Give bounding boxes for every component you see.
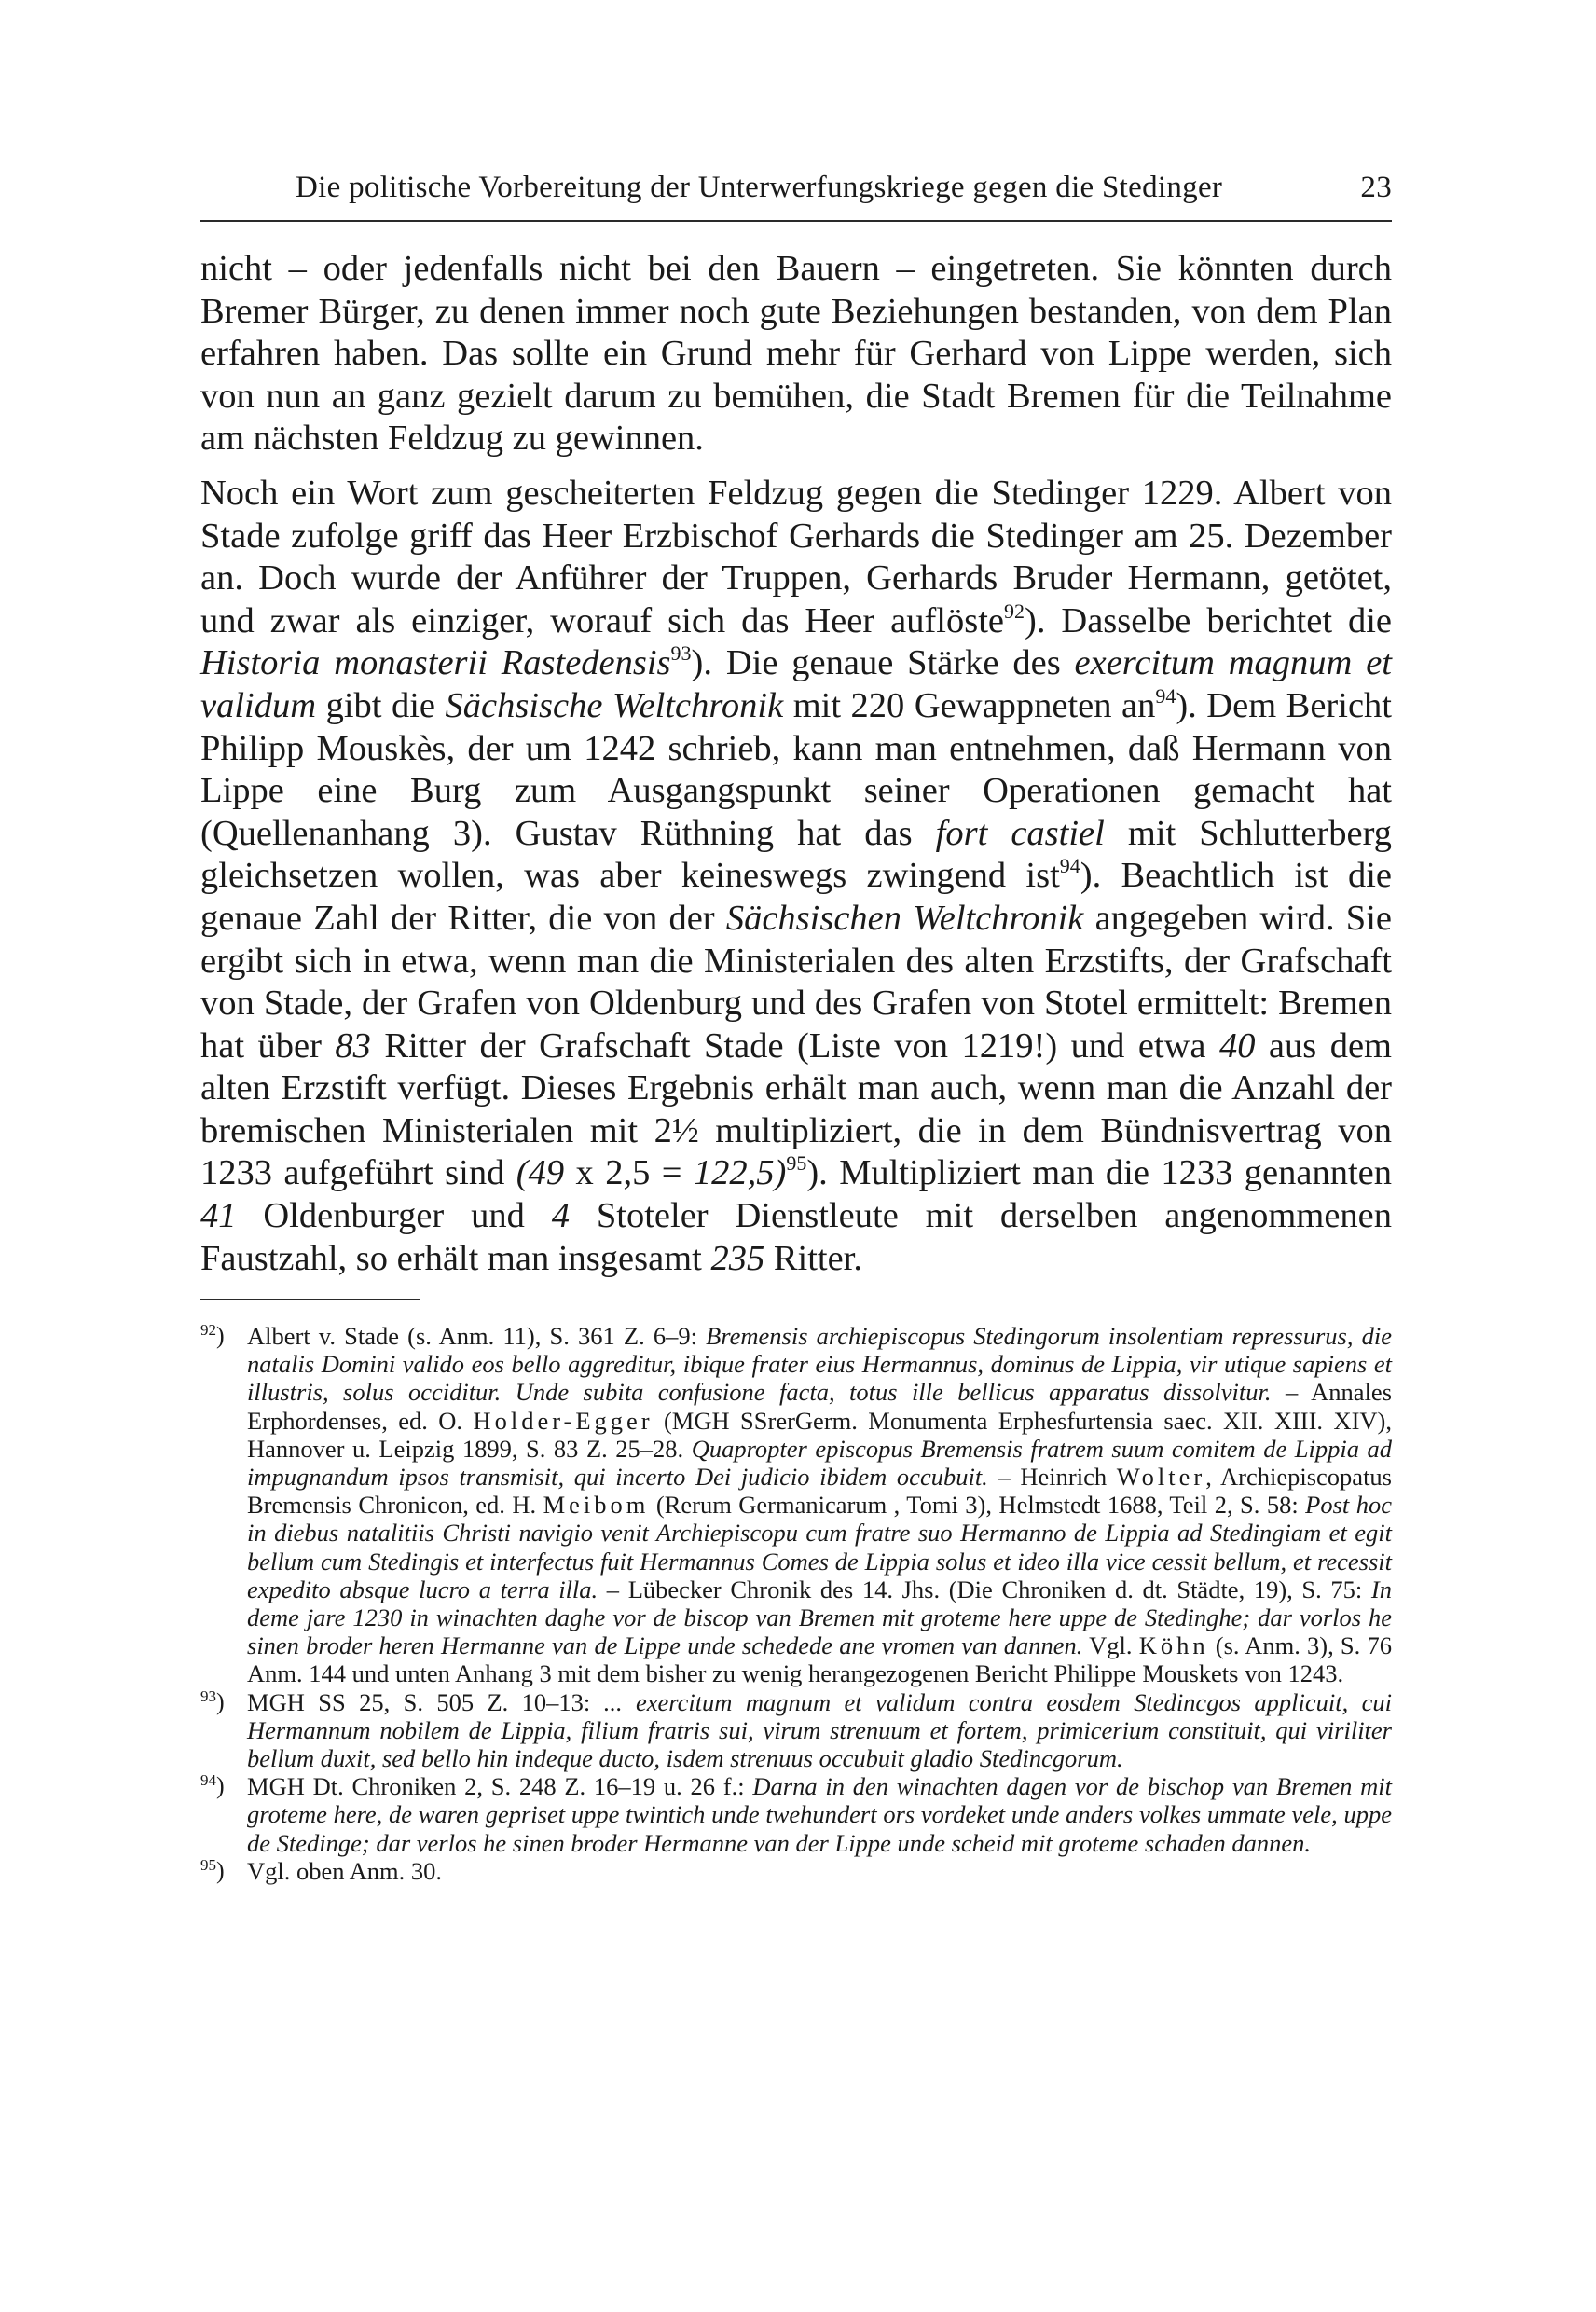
text-run-italic: 41 — [200, 1196, 237, 1236]
text-run: – Lübecker Chronik des 14. Jhs. (Die Chroniken d. dt. Städte, 19), S. 75: — [598, 1575, 1371, 1603]
footnote-93 — [200, 1688, 1392, 1773]
running-header — [296, 171, 1392, 205]
footnote-94 — [200, 1772, 1392, 1857]
footnote-ref-92[interactable]: 92 — [1004, 599, 1025, 623]
text-run: MGH Dt. Chroniken 2, S. 248 Z. 16–19 u. 26 f.: — [247, 1772, 753, 1801]
text-run: mit 220 Gewappneten an — [783, 685, 1156, 725]
text-run-italic: Sächsischen Weltchronik — [725, 898, 1084, 938]
text-run: x 2,5 = — [564, 1153, 694, 1193]
author-name: Wolter — [1116, 1463, 1206, 1492]
footnote-ref-95[interactable]: 95 — [786, 1151, 807, 1176]
footnote-text — [247, 1688, 1392, 1773]
text-run-italic: 235 — [710, 1238, 765, 1278]
text-run-italic: Quapropter episcopus Bremensis fratrem suum comitem de Lippia ad impugnandum ipsos transmisit, qui incerto Dei judicio ibidem occubuit. — [247, 1434, 1392, 1492]
text-run: – Annales Erphordenses, ed. O. — [247, 1378, 1393, 1435]
page-number: 23 — [1360, 171, 1392, 204]
text-run: Vgl. — [1082, 1631, 1139, 1660]
footnote-number: 94 — [200, 1771, 216, 1790]
text-run-italic: fort castiel — [935, 813, 1105, 853]
footnote-number: 95 — [200, 1855, 216, 1874]
author-name: Holder-Egger — [473, 1406, 654, 1435]
footnote-separator — [200, 1299, 420, 1300]
text-run: – Heinrich — [987, 1463, 1117, 1492]
text-run: mit Schlutterberg gleichsetzen wollen, was aber keineswegs zwingend ist — [200, 813, 1392, 896]
text-run: Ritter der Grafschaft Stade (Liste von 1219!) und etwa — [370, 1025, 1219, 1066]
footnote-text — [247, 1772, 1392, 1857]
text-run: ). Die genaue Stärke des — [691, 643, 1075, 683]
footnote-text — [247, 1322, 1392, 1688]
footnote-marker: $^{95}$) — [200, 1855, 225, 1884]
text-run: ). Beachtlich ist die genaue Zahl der Ritter, die von der — [200, 856, 1393, 938]
text-run: ). Dasselbe berichtet die — [1025, 600, 1392, 640]
text-run: Ritter. — [764, 1238, 863, 1278]
text-run: ). Dem Bericht Philipp Mouskès, der um 1242 schrieb, kann man entnehmen, daß Hermann von Lippe eine Burg zum Ausgangspunkt seiner Operationen gemacht hat (Quellenanhang 3). Gustav Rüthning hat das — [200, 685, 1392, 853]
text-run-italic: Sächsische Weltchronik — [445, 685, 784, 725]
footnote-ref-94[interactable]: 94 — [1059, 854, 1080, 878]
text-run: (Rerum Germanicarum , Tomi 3), Helmstedt 1688, Teil 2, S. 58: — [649, 1491, 1306, 1520]
text-run: ). Multipliziert man die 1233 genannten — [806, 1153, 1392, 1193]
header-rule — [200, 220, 1392, 222]
text-run-italic: 83 — [335, 1025, 371, 1066]
text-run-italic: ... exercitum magnum et validum contra eosdem Stedincgos applicuit, cui Hermannum nobilem de Lippia, filium fratris sui, virum strenuum et fortem, primicerium constituit, qui viriliter bellum duxit, sed bello hin indeque ducto, isdem strenuus occubuit gladio Stedincgorum. — [247, 1687, 1392, 1773]
paragraph-2 — [200, 473, 1392, 1280]
text-run: (MGH SSrerGerm. Monumenta Erphesfurtensia saec. XII. XIII. XIV), Hannover u. Leipzig 1899, S. 83 Z. 25–28. — [247, 1406, 1392, 1463]
main-text — [200, 248, 1392, 1280]
text-run: , Archiepiscopatus Bremensis Chronicon, ed. H. — [247, 1463, 1392, 1520]
running-title: Die politische Vorbereitung der Unterwerfungskriege gegen die Stedinger — [296, 171, 1223, 204]
footnote-ref-94[interactable]: 94 — [1155, 683, 1176, 708]
footnote-number: 93 — [200, 1686, 216, 1705]
text-run-italic: (49 — [516, 1153, 565, 1193]
author-name: Meibom — [543, 1491, 650, 1520]
text-run-italic: exercitum magnum et validum — [200, 643, 1392, 725]
footnote-marker: $^{93}$) — [200, 1686, 225, 1715]
text-run: Vgl. oben Anm. 30. — [247, 1856, 443, 1885]
text-run: Oldenburger und — [236, 1196, 552, 1236]
text-run-italic: Post hoc in diebus natalitiis Christi navigio venit Archiepiscopu cum fratre suo Hermanno de Lippia ad Stedingiam et egit bellum cum Stedingis et interfectus fuit Hermannus Comes de Lippia solus et ideo illa vice cessit bellum, et recessit expedito absque lucro a terra illa. — [247, 1491, 1393, 1603]
footnote-marker: $^{94}$) — [200, 1771, 225, 1800]
text-run: Noch ein Wort zum gescheiterten Feldzug gegen die Stedinger 1229. Albert von Stade zufolge griff das Heer Erzbischof Gerhards die Stedinger am 25. Dezember an. Doch wurde der Anführer der Truppen, Gerhards Bruder Hermann, getötet, und zwar als einziger, worauf sich das Heer auflöste — [200, 473, 1392, 640]
footnote-92 — [200, 1322, 1392, 1688]
text-run: angegeben wird. Sie ergibt sich in etwa, wenn man die Ministerialen des alten Erzstifts, der Grafschaft von Stade, der Grafen von Oldenburg und des Grafen von Stotel ermittelt: Bremen hat über — [200, 898, 1392, 1066]
footnote-marker: $^{92}$) — [200, 1321, 225, 1349]
footnote-number: 92 — [200, 1321, 216, 1339]
footnote-text — [247, 1857, 1392, 1885]
text-run: (s. Anm. 3), S. 76 Anm. 144 und unten Anhang 3 mit dem bisher zu wenig herangezogenen Bericht Philippe Mouskets von 1243. — [247, 1631, 1392, 1688]
text-run: aus dem alten Erzstift verfügt. Dieses Ergebnis erhält man auch, wenn man die Anzahl der bremischen Ministerialen mit 2½ multipliziert, die in dem Bündnisvertrag von 1233 aufgeführt sind — [200, 1025, 1393, 1193]
text-run-italic: In deme jare 1230 in winachten daghe vor de biscop van Bremen mit groteme here uppe de Stedinghe; dar vorlos he sinen broder heren Hermanne van de Lippe unde schedede ane vromen van dannen. — [247, 1575, 1392, 1660]
paragraph-1: nicht – oder jedenfalls nicht bei den Bauern – eingetreten. Sie könnten durch Bremer Bürger, zu denen immer noch gute Beziehungen bestanden, von dem Plan erfahren haben. Das sollte ein Grund mehr für Gerhard von Lippe werden, sich von nun an ganz gezielt darum zu bemühen, die Stadt Bremen für die Teilnahme am nächsten Feldzug zu gewinnen. — [200, 249, 1392, 459]
footnotes — [200, 1322, 1392, 1885]
text-run: gibt die — [316, 685, 446, 725]
text-run-italic: 122,5) — [693, 1153, 787, 1193]
text-run: Stoteler Dienstleute mit derselben angenommenen Faustzahl, so erhält man insgesamt — [200, 1196, 1393, 1278]
author-name: Köhn — [1138, 1631, 1209, 1660]
text-run: MGH SS 25, S. 505 Z. 10–13: — [247, 1687, 604, 1716]
text-run: Albert v. Stade (s. Anm. 11), S. 361 Z. 6–9: — [247, 1322, 707, 1350]
text-run-italic: 40 — [1218, 1025, 1256, 1066]
text-run-italic: Bremensis archiepiscopus Stedingorum insolentiam repressurus, die natalis Domini valido eos bello aggreditur, ibique frater eius Hermannus, dominus de Lippia, vir utique sapiens et illustris, solus occiditur. Unde subita confusione facta, totus ille bellicus apparatus dissolvitur. — [247, 1322, 1392, 1407]
text-run-italic: Darna in den winachten dagen vor de bischop van Bremen mit groteme here, de waren gepriset uppe twintich unde twehundert ors vordeket unde anders volkes ummate vele, uppe de Stedinge; dar verlos he sinen broder Hermanne van der Lippe unde scheid mit groteme schaden dannen. — [247, 1772, 1392, 1857]
footnote-ref-93[interactable]: 93 — [670, 641, 692, 666]
footnote-95 — [200, 1857, 1392, 1885]
text-run-italic: Historia monasterii Rastedensis — [200, 643, 671, 683]
text-run-italic: 4 — [551, 1196, 570, 1236]
